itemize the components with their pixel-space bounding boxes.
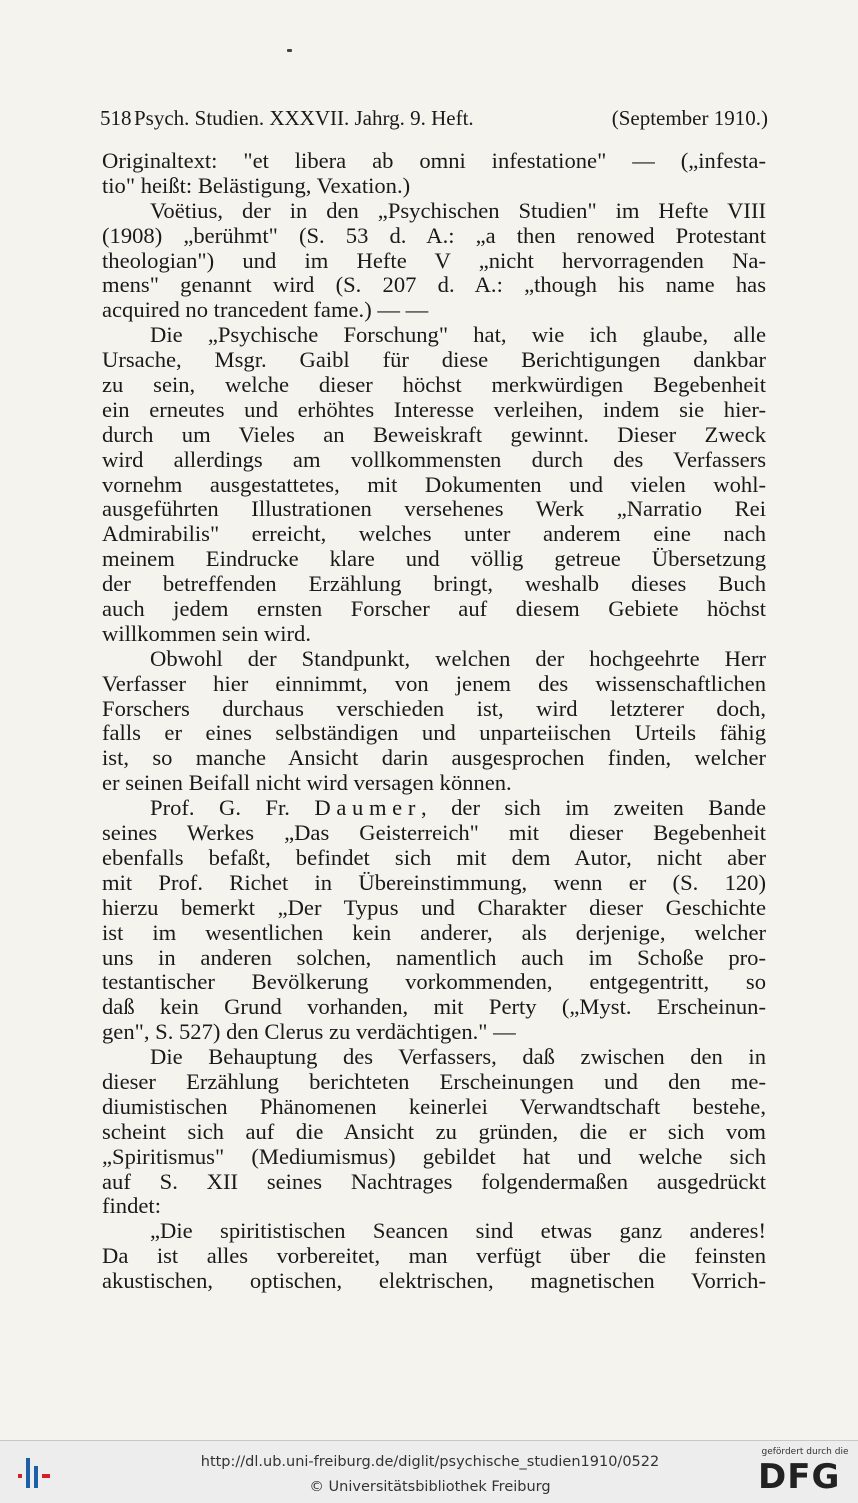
- text-line: (1908) „berühmt" (S. 53 d. A.: „a then renowed Protestant: [102, 222, 766, 248]
- text-line: zu sein, welche dieser höchst merkwürdigen Begebenheit: [102, 372, 766, 398]
- text-line: Verfasser hier einnimmt, von jenem des wissenschaftlichen: [102, 670, 766, 696]
- text-line: ausgeführten Illustrationen versehenes Werk „Narratio Rei: [102, 496, 766, 522]
- text-line: vornehm ausgestattetes, mit Dokumenten und vielen wohl-: [102, 471, 766, 497]
- text-line: Die „Psychische Forschung" hat, wie ich glaube, alle: [150, 322, 766, 348]
- text-line: Forschers durchaus verschieden ist, wird letzterer doch,: [102, 695, 766, 721]
- text-line: auf S. XII seines Nachtrages folgendermaßen ausgedrückt: [102, 1168, 766, 1194]
- text-line: tio" heißt: Belästigung, Vexation.): [102, 172, 411, 198]
- text-run: , der sich im zweiten Bande: [421, 795, 766, 821]
- text-line: hierzu bemerkt „Der Typus und Charakter dieser Geschichte: [102, 894, 766, 920]
- text-line: uns in anderen solchen, namentlich auch im Schoße pro-: [102, 944, 766, 970]
- issue-date: (September 1910.): [611, 106, 768, 130]
- text-line: Voëtius, der in den „Psychischen Studien" im Hefte VIII: [150, 197, 766, 223]
- text-line: akustischen, optischen, elektrischen, magnetischen Vorrich-: [102, 1268, 766, 1294]
- text-line: er seinen Beifall nicht wird versagen können.: [102, 770, 512, 796]
- text-line: Da ist alles vorbereitet, man verfügt über die feinsten: [102, 1243, 766, 1269]
- text-line: daß kein Grund vorhanden, mit Perty („Myst. Erscheinun-: [102, 994, 766, 1020]
- text-line: gen", S. 527) den Clerus zu verdächtigen." —: [102, 1019, 516, 1045]
- text-line: ist, so manche Ansicht darin ausgesprochen finden, welcher: [102, 745, 766, 771]
- text-line: falls er eines selbständigen und unparteiischen Urteils fähig: [102, 720, 766, 746]
- text-line: seines Werkes „Das Geisterreich" mit dieser Begebenheit: [102, 820, 766, 846]
- text-line: ist im wesentlichen kein anderer, als derjenige, welcher: [102, 919, 766, 945]
- running-header: [100, 103, 768, 133]
- text-line: auch jedem ernsten Forscher auf diesem Gebiete höchst: [102, 596, 766, 622]
- footer-bar: [0, 1440, 858, 1503]
- text-run: Prof. G. Fr.: [150, 795, 315, 821]
- body-text: [102, 149, 766, 1294]
- text-line: der betreffenden Erzählung bringt, weshalb dieses Buch: [102, 571, 766, 597]
- text-line: scheint sich auf die Ansicht zu gründen, die er sich vom: [102, 1118, 766, 1144]
- text-line: „Die spiritistischen Seancen sind etwas ganz anderes!: [150, 1218, 766, 1244]
- scan-speck: [287, 49, 292, 52]
- dfg-caption: gefördert durch die: [761, 1447, 849, 1457]
- text-line: meinem Eindrucke klare und völlig getreue Übersetzung: [102, 546, 766, 572]
- text-line: wird allerdings am vollkommensten durch des Verfassers: [102, 446, 766, 472]
- text-line: ein erneutes und erhöhtes Interesse verleihen, indem sie hier-: [102, 396, 766, 422]
- text-line: findet:: [102, 1193, 161, 1219]
- library-logo-icon: [16, 1454, 60, 1492]
- text-line: dieser Erzählung berichteten Erscheinungen und den me-: [102, 1068, 766, 1094]
- text-line: testantischer Bevölkerung vorkommenden, entgegentritt, so: [102, 969, 766, 995]
- text-line: Obwohl der Standpunkt, welchen der hochgeehrte Herr: [150, 645, 766, 671]
- text-line: „Spiritismus" (Mediumismus) gebildet hat und welche sich: [102, 1143, 766, 1169]
- text-line: acquired no trancedent fame.) — —: [102, 297, 429, 323]
- running-title: Psych. Studien. XXXVII. Jahrg. 9. Heft.: [134, 106, 474, 130]
- text-line: Ursache, Msgr. Gaibl für diese Berichtigungen dankbar: [102, 347, 766, 373]
- text-line: Die Behauptung des Verfassers, daß zwischen den in: [150, 1044, 766, 1070]
- footer-url-link[interactable]: http://dl.ub.uni-freiburg.de/diglit/psychische_studien1910/0522: [200, 1454, 660, 1470]
- spaced-name: Daumer: [314, 795, 422, 821]
- text-line: Originaltext: "et libera ab omni infestatione" — („infesta-: [102, 148, 766, 173]
- footer-copyright: © Universitätsbibliothek Freiburg: [309, 1479, 551, 1495]
- text-line: willkommen sein wird.: [102, 620, 311, 646]
- text-line: Admirabilis" erreicht, welches unter anderem eine nach: [102, 521, 766, 547]
- text-line: durch um Vieles an Beweiskraft gewinnt. Dieser Zweck: [102, 421, 766, 447]
- text-line: mens" genannt wird (S. 207 d. A.: „though his name has: [102, 272, 766, 298]
- text-line: ebenfalls befaßt, befindet sich mit dem Autor, nicht aber: [102, 844, 766, 870]
- dfg-logo: DFG: [758, 1457, 841, 1497]
- text-line: theologian") und im Hefte V „nicht hervorragenden Na-: [102, 247, 766, 273]
- text-line: mit Prof. Richet in Übereinstimmung, wenn er (S. 120): [102, 869, 766, 895]
- page-number: 518: [100, 106, 132, 130]
- text-line: [102, 796, 766, 821]
- text-line: diumistischen Phänomenen keinerlei Verwandtschaft bestehe,: [102, 1093, 766, 1119]
